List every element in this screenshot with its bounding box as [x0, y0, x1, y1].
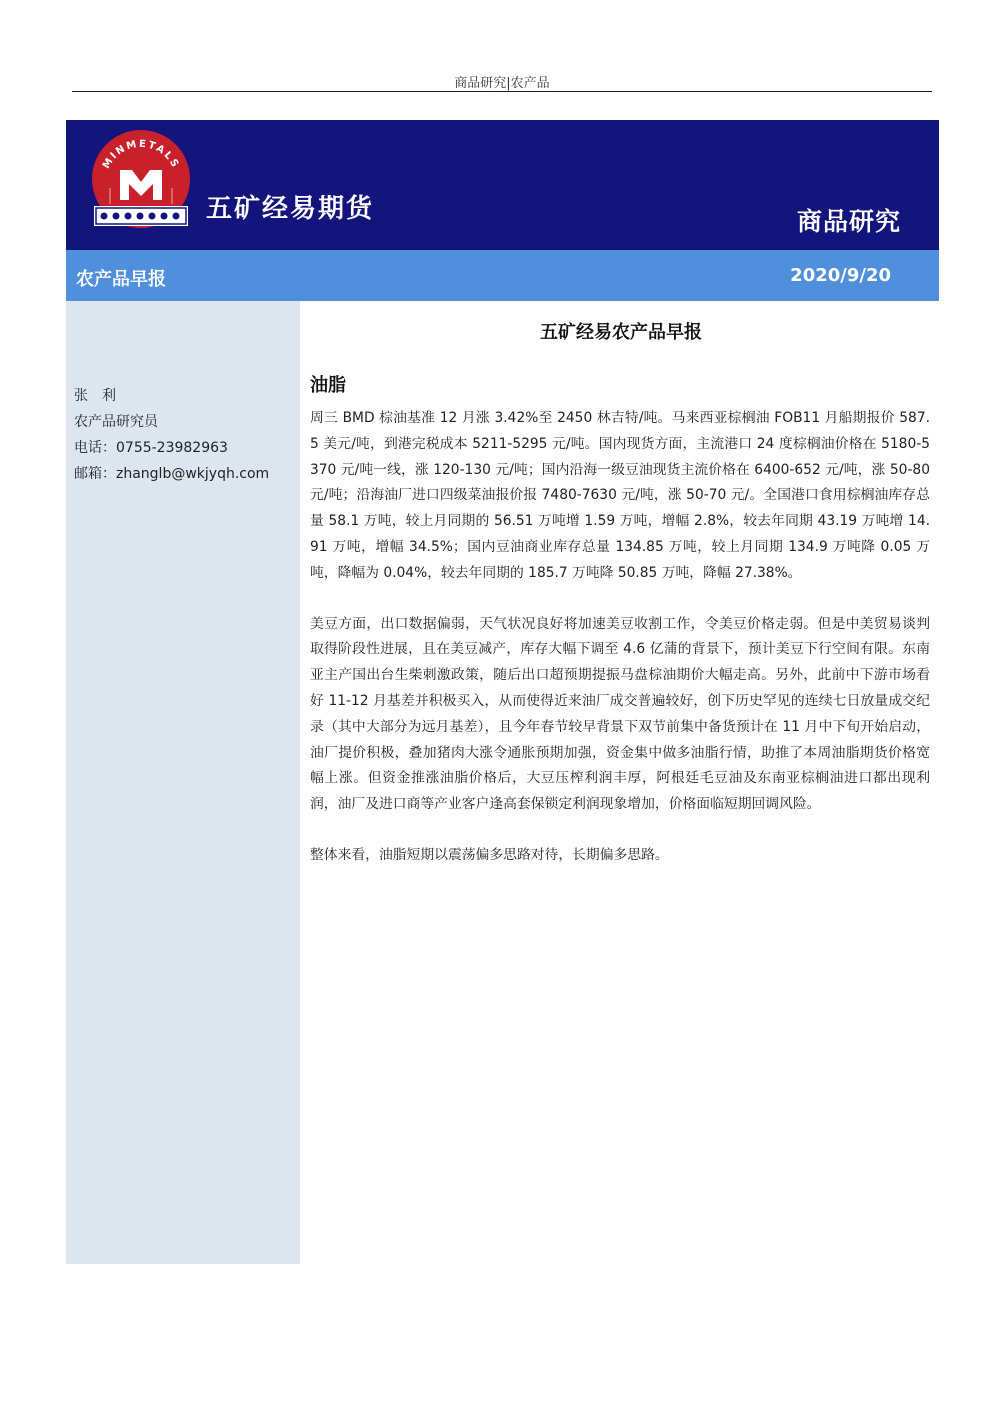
running-header: 商品研究|农产品	[454, 76, 550, 91]
banner	[66, 120, 939, 250]
body-text	[310, 406, 930, 894]
paragraph-3: 整体来看，油脂短期以震荡偏多思路对待，长期偏多思路。	[310, 846, 669, 863]
report-type: 农产品早报	[76, 269, 166, 290]
author-title: 农产品研究员	[74, 414, 158, 430]
section-title: 油脂	[310, 375, 346, 396]
category-title: 商品研究	[796, 207, 901, 236]
header-rule	[72, 91, 932, 92]
minmetals-logo	[90, 128, 192, 230]
author-email[interactable]: 邮箱：zhanglb@wkjyqh.com	[74, 466, 270, 482]
author-name: 张 利	[74, 388, 116, 404]
logo-text: MINMETALS	[100, 138, 182, 171]
author-sidebar	[66, 301, 300, 1264]
document-title: 五矿经易农产品早报	[540, 322, 702, 343]
report-date: 2020/9/20	[790, 265, 891, 286]
company-name: 五矿经易期货	[206, 194, 375, 224]
author-info	[74, 383, 269, 487]
paragraph-1: 周三 BMD 棕油基准 12 月涨 3.42%至 2450 林吉特/吨。马来西亚棕榈油 FOB11 月船期报价 587.5 美元/吨，到港完税成本 5211-5295 元/吨。国内现货方面，主流港口 24 度棕榈油价格在 5180-5370 元/吨一线，涨 120-130 元/吨；国内沿海一级豆油现货主流价格在 6400-652 元/吨，涨 50-80 元/吨；沿海油厂进口四级菜油报价报 7480-7630 元/吨，涨 50-70 元/。全国港口食用棕榈油库存总量 58.1 万吨，较上月同期的 56.51 万吨增 1.59 万吨，增幅 2.8%，较去年同期 43.19 万吨增 14.91 万吨，增幅 34.5%；国内豆油商业库存总量 134.85 万吨，较上月同期 134.9 万吨降 0.05 万吨，降幅为 0.04%，较去年同期的 185.7 万吨降 50.85 万吨，降幅 27.38%。	[310, 410, 930, 581]
paragraph-2: 美豆方面，出口数据偏弱，天气状况良好将加速美豆收割工作，令美豆价格走弱。但是中美贸易谈判取得阶段性进展，且在美豆减产，库存大幅下调至 4.6 亿蒲的背景下，预计美豆下行空间有限。东南亚主产国出台生柴刺激政策，随后出口超预期提振马盘棕油期价大幅走高。另外，此前中下游市场看好 11-12 月基差并积极买入，从而使得近来油厂成交普遍较好，创下历史罕见的连续七日放量成交纪录（其中大部分为远月基差），且今年春节较早背景下双节前集中备货预计在 11 月中下旬开始启动，油厂提价积极，叠加猪肉大涨令通胀预期加强，资金集中做多油脂行情，助推了本周油脂期货价格宽幅上涨。但资金推涨油脂价格后，大豆压榨利润丰厚，阿根廷毛豆油及东南亚棕榈油进口都出现利润，油厂及进口商等产业客户逢高套保锁定利润现象增加，价格面临短期回调风险。	[310, 615, 930, 813]
author-phone: 电话：0755-23982963	[74, 440, 228, 456]
report-subbar	[66, 250, 939, 301]
